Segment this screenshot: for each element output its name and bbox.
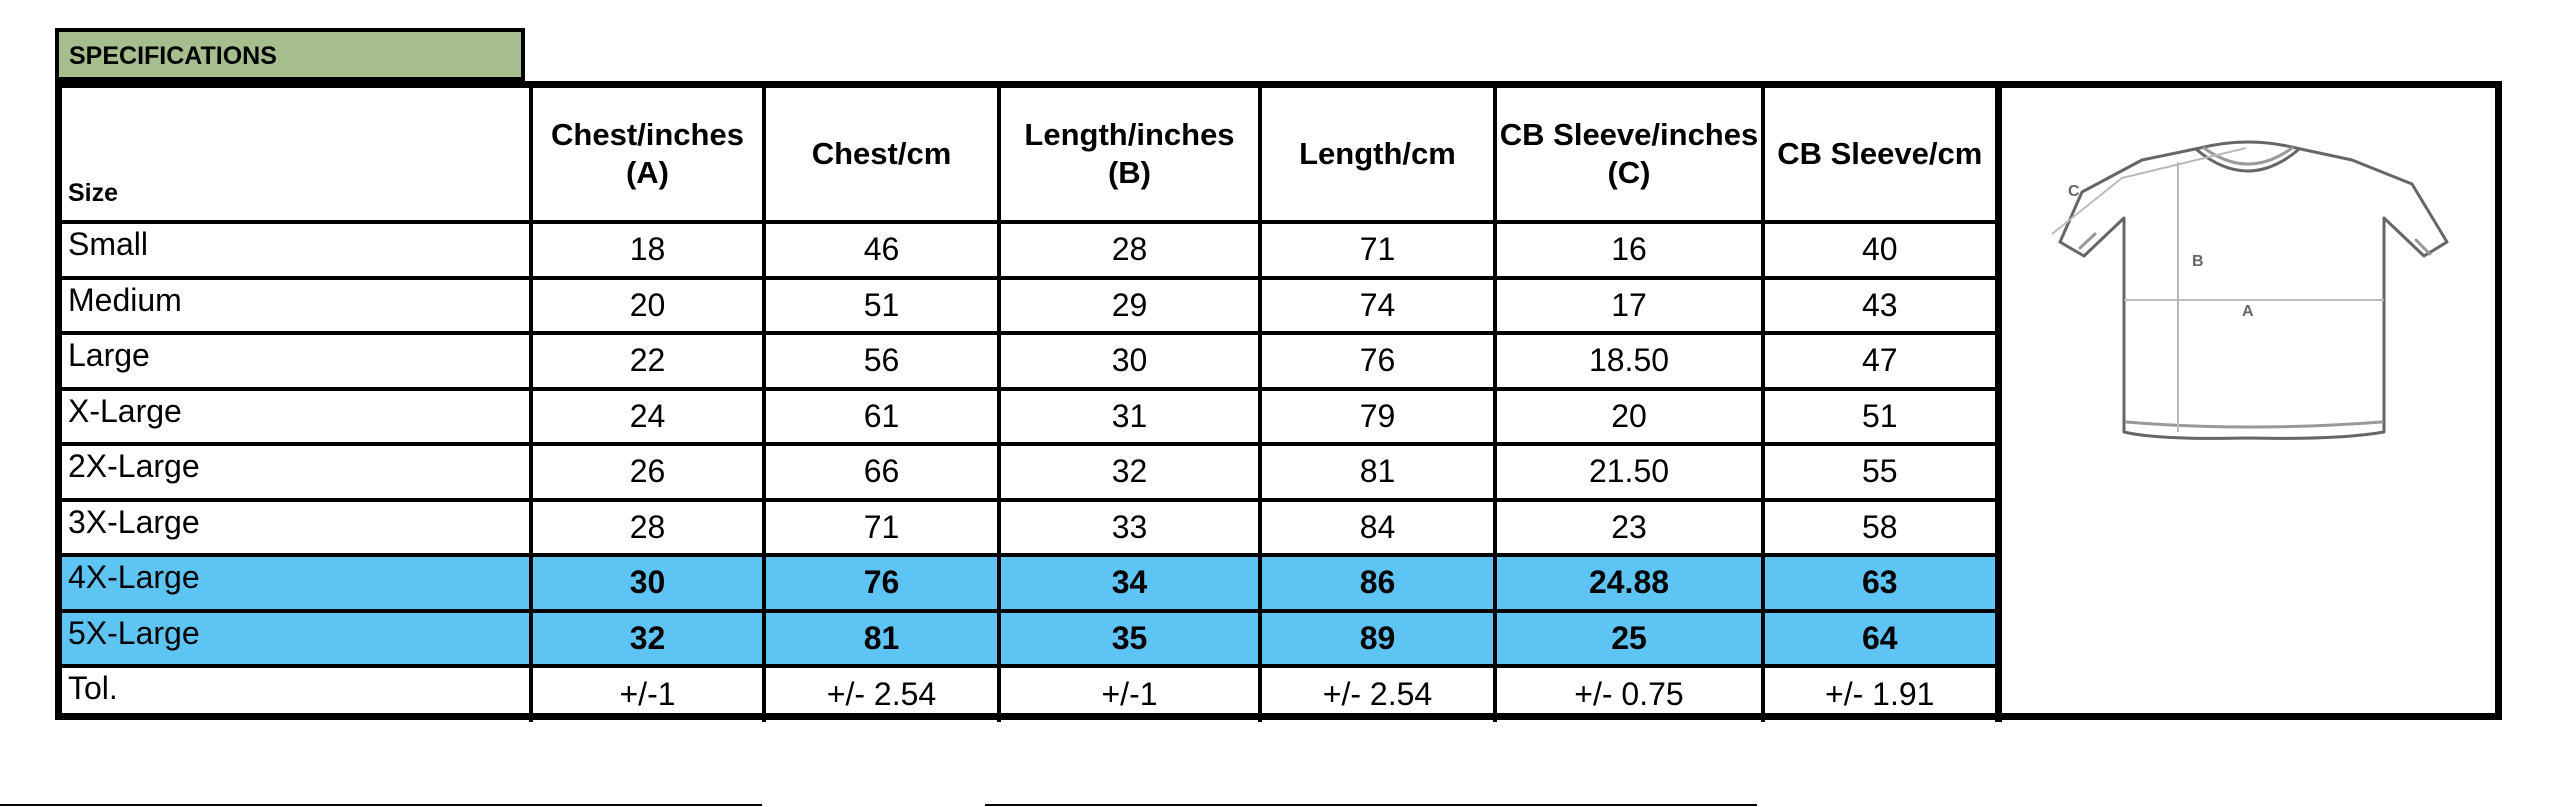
length-cm-cell: 74 bbox=[1260, 278, 1495, 334]
table-row bbox=[62, 333, 1998, 389]
cb-sleeve-cm-cell: 63 bbox=[1763, 555, 1998, 611]
signature-line-right bbox=[985, 804, 1757, 806]
table-row bbox=[62, 666, 1998, 722]
table-row bbox=[62, 222, 1998, 278]
chest-cm-cell: 61 bbox=[764, 389, 999, 445]
table-header-row bbox=[62, 88, 1998, 222]
specifications-title: SPECIFICATIONS bbox=[69, 42, 277, 70]
size-spec-table bbox=[62, 88, 2002, 722]
cb-sleeve-cm-cell: 51 bbox=[1763, 389, 1998, 445]
diagram-label-c: C bbox=[2068, 183, 2080, 200]
size-cell: 2X-Large bbox=[62, 444, 531, 500]
spec-sheet bbox=[55, 81, 2502, 720]
cb-sleeve-inches-cell: 20 bbox=[1495, 389, 1763, 445]
cb-sleeve-cm-cell: 55 bbox=[1763, 444, 1998, 500]
length-cm-cell: 76 bbox=[1260, 333, 1495, 389]
cb-sleeve-inches-cell: +/- 0.75 bbox=[1495, 666, 1763, 722]
chest-inches-cell: 24 bbox=[531, 389, 764, 445]
length-cm-cell: 89 bbox=[1260, 611, 1495, 667]
cb-sleeve-cm-cell: 64 bbox=[1763, 611, 1998, 667]
table-row bbox=[62, 611, 1998, 667]
table-row bbox=[62, 555, 1998, 611]
diagram-label-b: B bbox=[2192, 253, 2204, 270]
chest-cm-cell: 51 bbox=[764, 278, 999, 334]
length-cm-cell: 71 bbox=[1260, 222, 1495, 278]
cb-sleeve-cm-cell: 58 bbox=[1763, 500, 1998, 556]
length-cm-cell: 81 bbox=[1260, 444, 1495, 500]
column-header-size: Size bbox=[62, 88, 531, 222]
size-cell: 5X-Large bbox=[62, 611, 531, 667]
signature-line-left bbox=[0, 804, 762, 806]
cb-sleeve-inches-cell: 21.50 bbox=[1495, 444, 1763, 500]
size-cell: 3X-Large bbox=[62, 500, 531, 556]
length-inches-cell: 35 bbox=[999, 611, 1260, 667]
table-row bbox=[62, 278, 1998, 334]
specifications-header bbox=[55, 28, 525, 81]
size-cell: Large bbox=[62, 333, 531, 389]
length-cm-cell: 79 bbox=[1260, 389, 1495, 445]
column-header-length-cm: Length/cm bbox=[1260, 88, 1495, 222]
length-inches-cell: 31 bbox=[999, 389, 1260, 445]
length-cm-cell: 86 bbox=[1260, 555, 1495, 611]
chest-cm-cell: 46 bbox=[764, 222, 999, 278]
chest-cm-cell: +/- 2.54 bbox=[764, 666, 999, 722]
chest-inches-cell: 28 bbox=[531, 500, 764, 556]
size-cell: Medium bbox=[62, 278, 531, 334]
size-cell: Tol. bbox=[62, 666, 531, 722]
chest-cm-cell: 81 bbox=[764, 611, 999, 667]
cb-sleeve-inches-cell: 18.50 bbox=[1495, 333, 1763, 389]
length-inches-cell: 34 bbox=[999, 555, 1260, 611]
length-inches-cell: 30 bbox=[999, 333, 1260, 389]
chest-cm-cell: 56 bbox=[764, 333, 999, 389]
cb-sleeve-inches-cell: 24.88 bbox=[1495, 555, 1763, 611]
column-header-cb-sleeve-cm: CB Sleeve/cm bbox=[1763, 88, 1998, 222]
cb-sleeve-inches-cell: 23 bbox=[1495, 500, 1763, 556]
cb-sleeve-cm-cell: 47 bbox=[1763, 333, 1998, 389]
table-row bbox=[62, 389, 1998, 445]
length-inches-cell: +/-1 bbox=[999, 666, 1260, 722]
length-inches-cell: 32 bbox=[999, 444, 1260, 500]
column-header-chest-cm: Chest/cm bbox=[764, 88, 999, 222]
cb-sleeve-inches-cell: 17 bbox=[1495, 278, 1763, 334]
size-cell: 4X-Large bbox=[62, 555, 531, 611]
table-row bbox=[62, 500, 1998, 556]
column-header-cb-sleeve-inches: CB Sleeve/inches (C) bbox=[1495, 88, 1763, 222]
column-header-chest-inches: Chest/inches (A) bbox=[531, 88, 764, 222]
cb-sleeve-cm-cell: 43 bbox=[1763, 278, 1998, 334]
size-cell: Small bbox=[62, 222, 531, 278]
chest-cm-cell: 66 bbox=[764, 444, 999, 500]
chest-inches-cell: 26 bbox=[531, 444, 764, 500]
length-inches-cell: 28 bbox=[999, 222, 1260, 278]
cb-sleeve-inches-cell: 25 bbox=[1495, 611, 1763, 667]
chest-inches-cell: 20 bbox=[531, 278, 764, 334]
table-row bbox=[62, 444, 1998, 500]
chest-inches-cell: 22 bbox=[531, 333, 764, 389]
chest-cm-cell: 71 bbox=[764, 500, 999, 556]
chest-cm-cell: 76 bbox=[764, 555, 999, 611]
length-cm-cell: +/- 2.54 bbox=[1260, 666, 1495, 722]
tshirt-icon bbox=[1992, 88, 2502, 488]
cb-sleeve-inches-cell: 16 bbox=[1495, 222, 1763, 278]
chest-inches-cell: 30 bbox=[531, 555, 764, 611]
diagram-label-a: A bbox=[2242, 303, 2254, 320]
chest-inches-cell: 32 bbox=[531, 611, 764, 667]
tshirt-measurement-diagram bbox=[1992, 88, 2502, 488]
chest-inches-cell: +/-1 bbox=[531, 666, 764, 722]
cb-sleeve-cm-cell: 40 bbox=[1763, 222, 1998, 278]
length-inches-cell: 33 bbox=[999, 500, 1260, 556]
column-header-length-inches: Length/inches (B) bbox=[999, 88, 1260, 222]
size-cell: X-Large bbox=[62, 389, 531, 445]
length-cm-cell: 84 bbox=[1260, 500, 1495, 556]
cb-sleeve-cm-cell: +/- 1.91 bbox=[1763, 666, 1998, 722]
length-inches-cell: 29 bbox=[999, 278, 1260, 334]
chest-inches-cell: 18 bbox=[531, 222, 764, 278]
